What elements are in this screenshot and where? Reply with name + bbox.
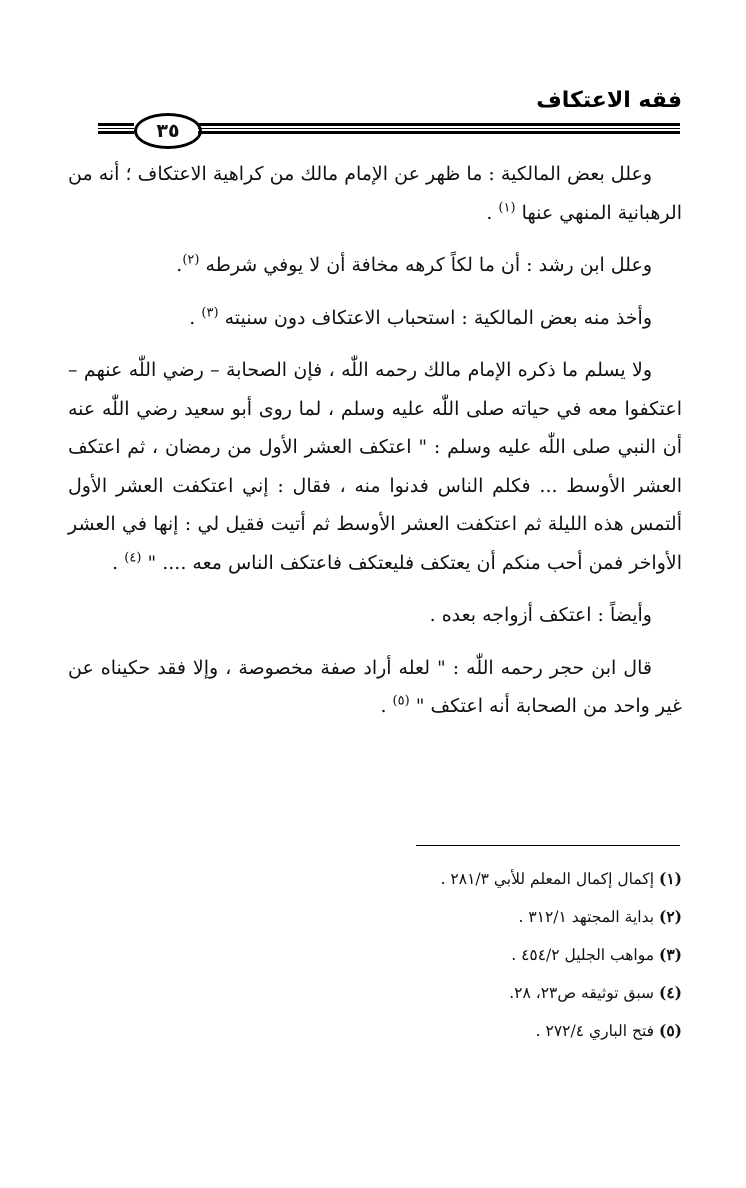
paragraph-end: .: [176, 254, 183, 276]
footnote: [150, 1012, 682, 1050]
paragraph-end: .: [380, 695, 393, 717]
main-text: [68, 155, 682, 726]
paragraph: [68, 155, 682, 232]
paragraph-text: ولا يسلم ما ذكره الإمام مالك رحمه اللّٰه ، فإن الصحابة – رضي اللّٰه عنهم – اعتكفوا معه في حياته صلى اللّٰه عليه وسلم ، لما روى أبو سعيد رضي اللّٰه عنه أن النبي صلى اللّٰه عليه وسلم : " اعتكف العشر الأول من رمضان ، ثم اعتكف العشر الأوسط ... فكلم الناس فدنوا منه ، فقال : إني اعتكفت العشر الأول ألتمس هذه الليلة ثم اعتكفت العشر الأوسط ثم أتيت فقيل لي : إنها في العشر الأواخر فمن أحب منكم أن يعتكف فليعتكف فاعتكف الناس معه .... ": [68, 359, 682, 574]
footnote-text: فتح الباري ٢٧٢/٤ .: [535, 1022, 655, 1040]
footnote: [150, 974, 682, 1012]
footnote-separator: [416, 845, 680, 846]
footnote: [150, 936, 682, 974]
paragraph-text: قال ابن حجر رحمه اللّٰه : " لعله أراد صفة مخصوصة ، وإلا فقد حكيناه عن غير واحد من الصحابة أنه اعتكف ": [68, 656, 682, 717]
footnote-number: (٢): [658, 907, 682, 926]
paragraph-end: .: [486, 201, 499, 224]
paragraph: [68, 246, 682, 285]
footnote-ref: (٥): [392, 693, 410, 709]
page-number: ٣٥: [134, 113, 202, 149]
running-title: فقه الاعتكاف: [536, 88, 682, 113]
paragraph-text: وأيضاً : اعتكف أزواجه بعده .: [429, 604, 652, 626]
footnote-number: (١): [658, 869, 682, 888]
footnote-text: مواهب الجليل ٤٥٤/٢ .: [511, 946, 655, 964]
footnote-number: (٥): [658, 1021, 682, 1040]
footnote-ref: (٤): [124, 550, 142, 566]
footnote: [150, 860, 682, 898]
footnote-text: سبق توثيقه ص٢٣، ٢٨.: [509, 984, 655, 1002]
footnote: [150, 898, 682, 936]
header-rule-right-lines: [198, 123, 680, 137]
header-rule: [98, 113, 680, 147]
footnote-ref: (٢): [182, 252, 200, 268]
paragraph-text: وعلل بعض المالكية : ما ظهر عن الإمام مالك من كراهية الاعتكاف ؛ أنه من الرهبانية المنهي عنها: [68, 163, 682, 224]
footnote-number: (٣): [658, 945, 682, 964]
paragraph-end: .: [112, 551, 125, 574]
header-rule-left-lines: [98, 123, 134, 137]
paragraph-text: وأخذ منه بعض المالكية : استحباب الاعتكاف دون سنيته: [224, 306, 652, 329]
paragraph-end: .: [189, 306, 202, 329]
paragraph: [68, 649, 682, 726]
footnote-number: (٤): [658, 983, 682, 1002]
paragraph: [68, 596, 682, 635]
footnotes: [150, 860, 682, 1050]
paragraph: [68, 299, 682, 338]
footnote-ref: (١): [498, 200, 516, 216]
footnote-text: بداية المجتهد ٣١٢/١ .: [518, 908, 655, 926]
paragraph-text: وعلل ابن رشد : أن ما لكاً كرهه مخافة أن لا يوفي شرطه: [205, 254, 652, 276]
footnote-text: إكمال إكمال المعلم للأبي ٢٨١/٣ .: [440, 870, 655, 888]
paragraph: [68, 351, 682, 582]
footnote-ref: (٣): [201, 305, 219, 321]
